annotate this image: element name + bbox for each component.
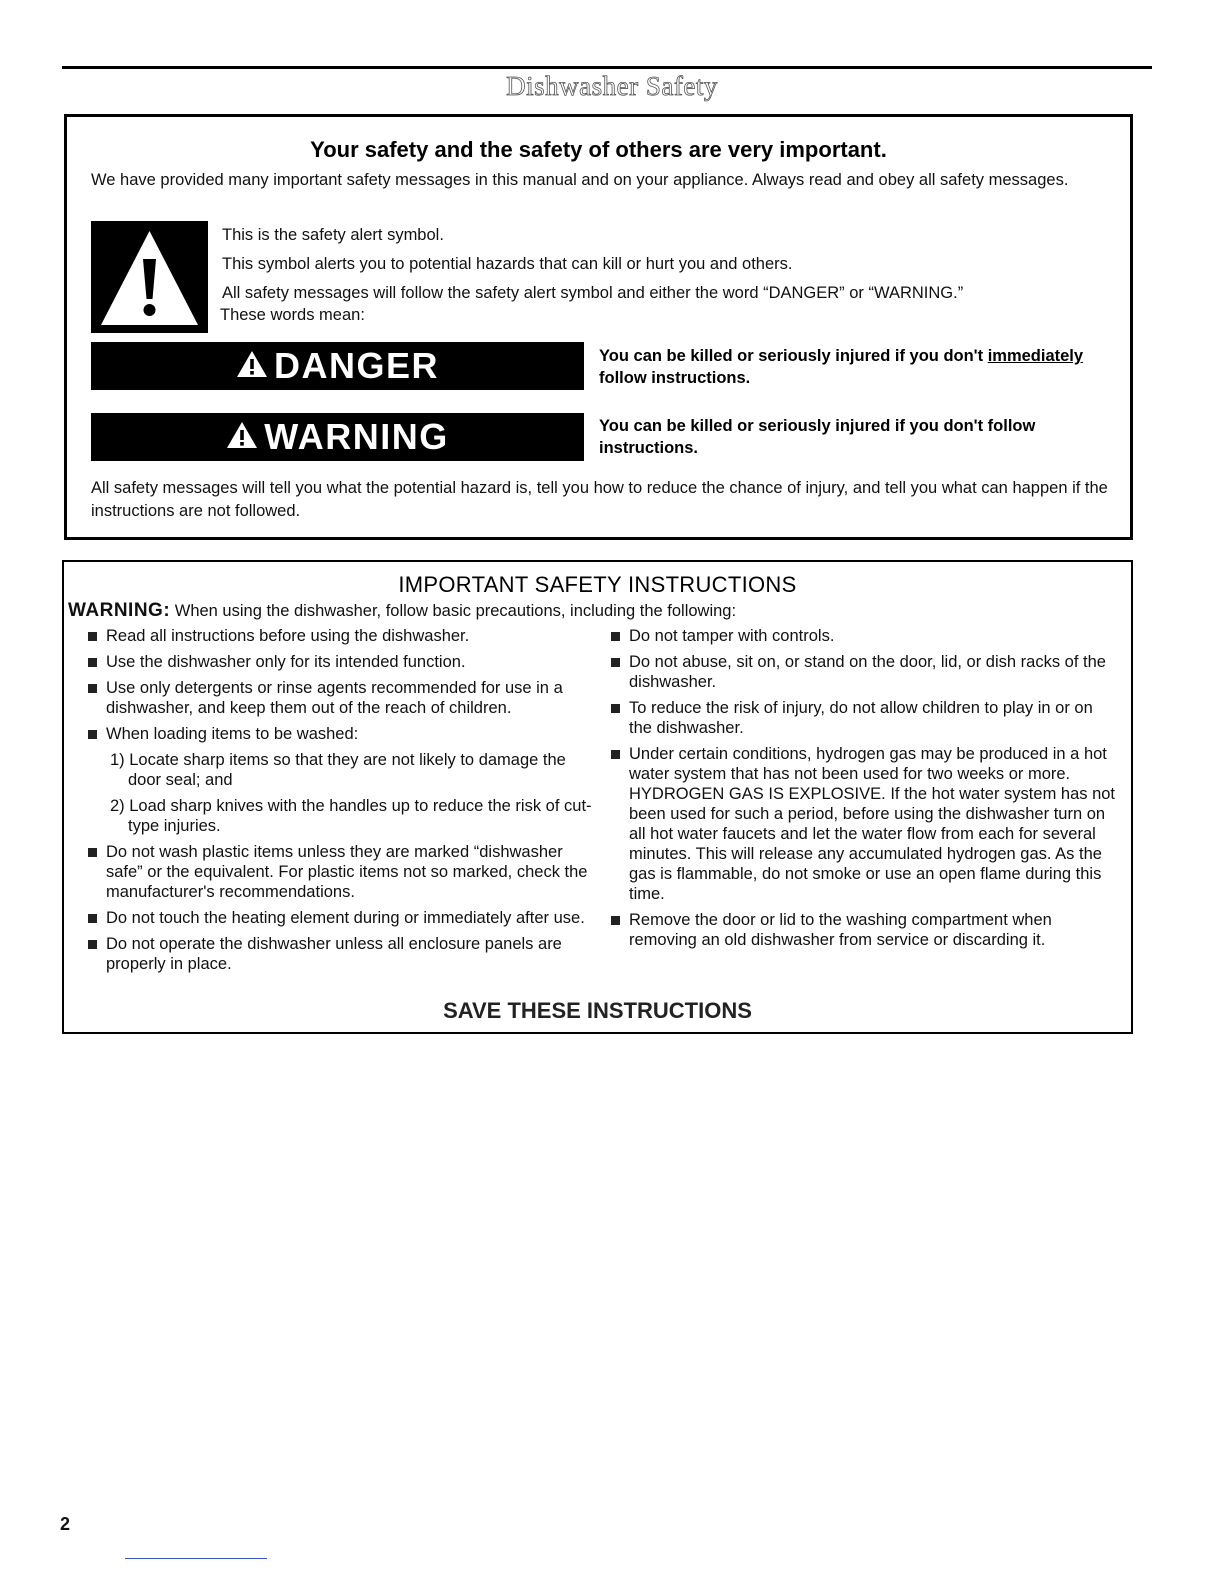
- list-item-text: Under certain conditions, hydrogen gas may be produced in a hot water system that has not been used for two weeks or more. HYDROGEN GAS IS EXPLOSIVE. If the hot water system has not been used for such a period, before using the dishwasher turn on all hot water faucets and let the water flow from each for several minutes. This will release any accumulated hydrogen gas. As the gas is flammable, do not smoke or use an open flame during this time.: [629, 745, 1116, 903]
- danger-text-start: You can be killed or seriously injured if you don't: [599, 347, 988, 365]
- sub-list-item: 2) Load sharp knives with the handles up to reduce the risk of cut-type injuries.: [110, 797, 592, 835]
- square-bullet-icon: [88, 632, 97, 641]
- warning-precautions-text: When using the dishwasher, follow basic precautions, including the following:: [170, 602, 737, 620]
- square-bullet-icon: [611, 632, 620, 641]
- safety-closing: All safety messages will tell you what the potential hazard is, tell you how to reduce the chance of injury, and tell you what can happen if the instructions are not followed.: [91, 479, 1108, 520]
- safety-alert-triangle-icon: [91, 221, 208, 333]
- square-bullet-icon: [611, 916, 620, 925]
- list-item-text: Remove the door or lid to the washing compartment when removing an old dishwasher from service or discarding it.: [629, 911, 1052, 949]
- save-instructions-footer: SAVE THESE INSTRUCTIONS: [443, 998, 752, 1023]
- square-bullet-icon: [611, 750, 620, 759]
- top-rule: [62, 66, 1152, 69]
- safety-symbol-explanation: [222, 225, 1102, 334]
- instructions-left-column: [86, 626, 596, 980]
- list-item: [609, 626, 1119, 646]
- list-item-text: When loading items to be washed:: [106, 725, 359, 743]
- symbol-line: This symbol alerts you to potential hazards that can kill or hurt you and others.: [222, 255, 793, 273]
- symbol-line: All safety messages will follow the safety alert symbol and either the word “DANGER” or “WARNING.”: [222, 284, 964, 302]
- symbol-line: These words mean:: [220, 306, 365, 324]
- warning-meaning: You can be killed or seriously injured if you don't follow instructions.: [599, 417, 1036, 457]
- list-item: [609, 910, 1119, 950]
- list-item-text: Do not tamper with controls.: [629, 627, 835, 645]
- section-title: Dishwasher Safety: [506, 71, 718, 101]
- sub-list-item: 1) Locate sharp items so that they are not likely to damage the door seal; and: [110, 751, 566, 789]
- warning-precautions-line: [68, 600, 736, 622]
- alert-triangle-icon: [236, 345, 268, 387]
- list-item: [86, 626, 596, 646]
- list-item-text: To reduce the risk of injury, do not allow children to play in or on the dishwasher.: [629, 699, 1093, 737]
- alert-triangle-icon: [226, 416, 258, 458]
- list-item-text: Do not wash plastic items unless they are marked “dishwasher safe” or the equivalent. For plastic items not so marked, check the manufacturer's recommendations.: [106, 843, 588, 901]
- list-item: [86, 842, 596, 902]
- list-item: [609, 698, 1119, 738]
- list-item-text: Do not abuse, sit on, or stand on the door, lid, or dish racks of the dishwasher.: [629, 653, 1106, 691]
- square-bullet-icon: [88, 684, 97, 693]
- list-item: [86, 678, 596, 718]
- square-bullet-icon: [611, 658, 620, 667]
- safety-message-box: [64, 114, 1133, 540]
- warning-label: WARNING: [264, 416, 449, 457]
- instructions-right-column: [609, 626, 1119, 956]
- list-item: [86, 652, 596, 672]
- page-number: 2: [60, 1514, 71, 1534]
- list-item-text: Read all instructions before using the dishwasher.: [106, 627, 470, 645]
- square-bullet-icon: [88, 730, 97, 739]
- list-item: [609, 652, 1119, 692]
- danger-text-end: follow instructions.: [599, 369, 751, 387]
- list-item-text: Use the dishwasher only for its intended function.: [106, 653, 466, 671]
- safety-intro: We have provided many important safety messages in this manual and on your appliance. Always read and obey all safety messages.: [91, 171, 1069, 189]
- square-bullet-icon: [88, 914, 97, 923]
- list-item: [609, 744, 1119, 904]
- footer-line: [125, 1558, 267, 1559]
- warning-signal-bar: [91, 413, 584, 461]
- danger-meaning: [599, 345, 1124, 389]
- square-bullet-icon: [611, 704, 620, 713]
- list-item: [86, 934, 596, 974]
- safety-heading: Your safety and the safety of others are very important.: [310, 137, 887, 162]
- important-safety-instructions-box: [62, 560, 1133, 1034]
- list-item: [86, 724, 596, 744]
- list-item-text: Use only detergents or rinse agents recommended for use in a dishwasher, and keep them out of the reach of children.: [106, 679, 563, 717]
- list-item-text: Do not operate the dishwasher unless all enclosure panels are properly in place.: [106, 935, 562, 973]
- square-bullet-icon: [88, 848, 97, 857]
- square-bullet-icon: [88, 658, 97, 667]
- warning-label: WARNING:: [68, 600, 171, 621]
- list-item-text: Do not touch the heating element during or immediately after use.: [106, 909, 585, 927]
- square-bullet-icon: [88, 940, 97, 949]
- danger-text-emphasis: immediately: [987, 347, 1084, 365]
- symbol-line: This is the safety alert symbol.: [222, 226, 444, 244]
- danger-label: DANGER: [273, 345, 439, 386]
- list-item: [86, 908, 596, 928]
- danger-signal-bar: [91, 342, 584, 390]
- instructions-heading: IMPORTANT SAFETY INSTRUCTIONS: [398, 572, 797, 597]
